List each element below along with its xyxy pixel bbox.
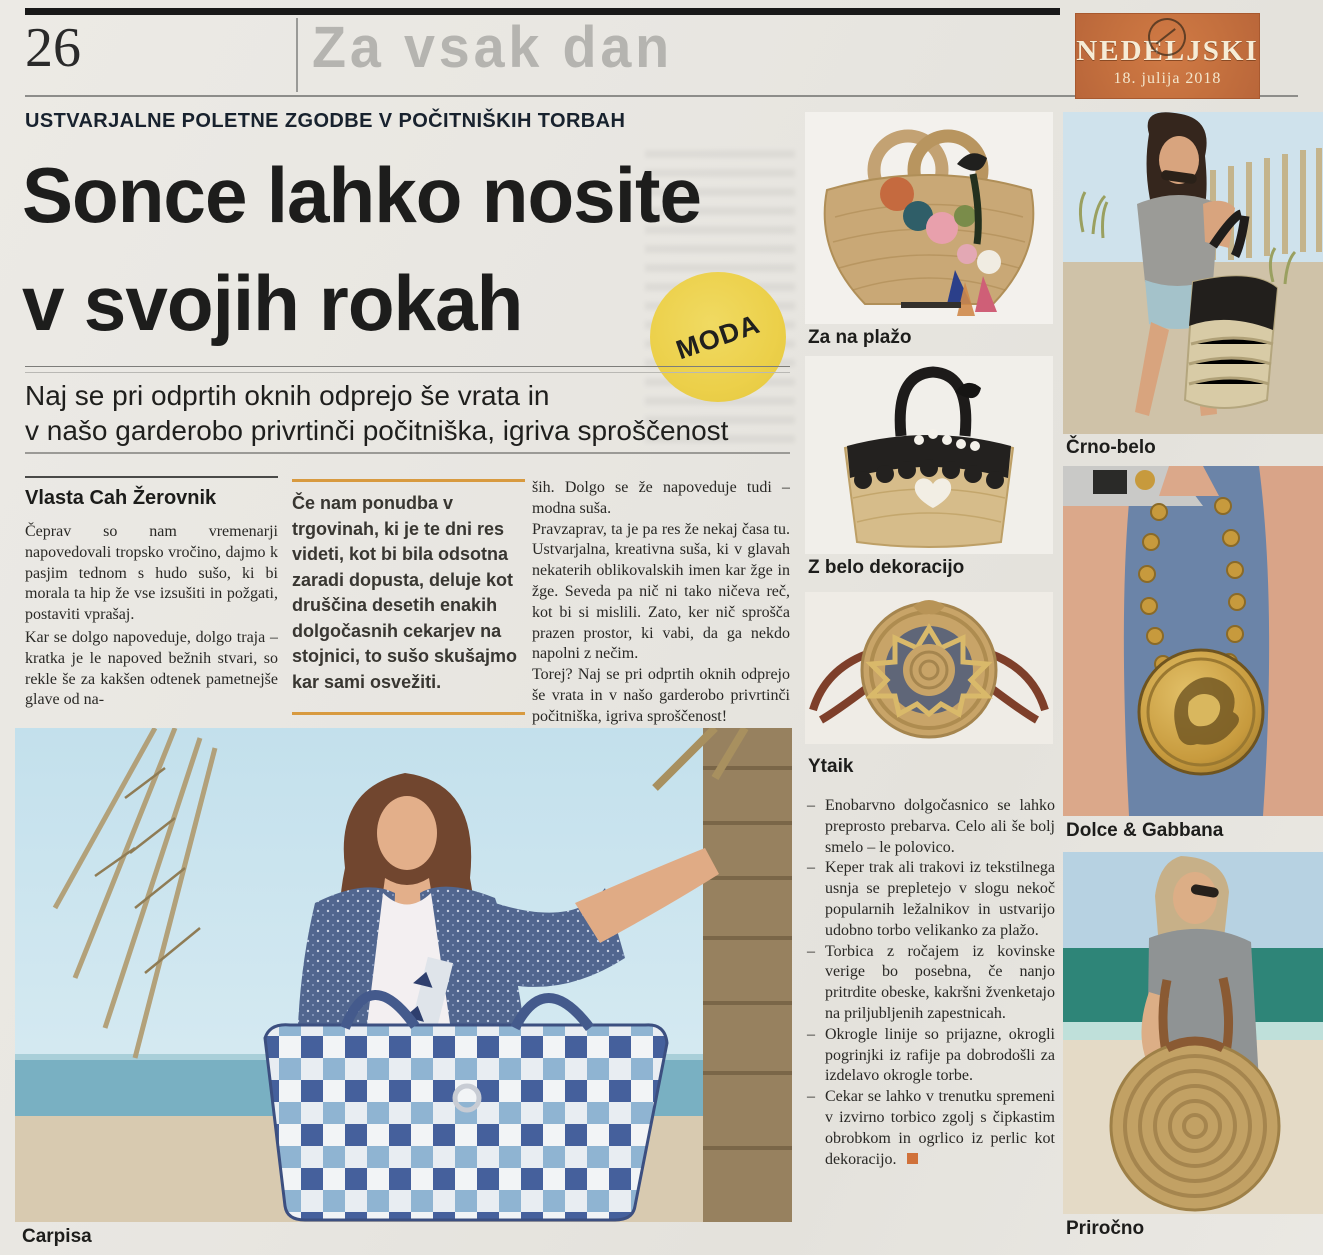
photo-main-carpisa	[15, 728, 792, 1222]
caption-black-white: Črno-belo	[1066, 437, 1156, 458]
bullet-marker: –	[807, 859, 815, 877]
caption-carpisa: Carpisa	[22, 1226, 92, 1247]
beach-model-illustration	[15, 728, 792, 1222]
masthead-divider	[296, 18, 298, 92]
bullet-marker: –	[807, 1025, 815, 1043]
gold-medallion-illustration	[1063, 466, 1323, 816]
caption-dolce-gabbana: Dolce & Gabbana	[1066, 820, 1224, 841]
nedeljski-logo	[1075, 13, 1260, 99]
bullet-marker: –	[807, 942, 815, 960]
bullet-item	[805, 1025, 1055, 1087]
caption-handy: Priročno	[1066, 1218, 1145, 1239]
bullet-item	[805, 858, 1055, 941]
photo-beach-bag	[805, 112, 1053, 324]
subhead	[25, 378, 790, 448]
headline-line-1: Sonce lahko nosite	[22, 151, 701, 239]
pompom-bag-illustration	[805, 112, 1053, 324]
paragraph: Torej? Naj se pri odprtih oknih odprejo še vrata in v našo garderobo privrtinči počitniška, igriva sproščenost!	[532, 666, 790, 725]
bullet-item	[805, 1087, 1055, 1170]
pull-quote-text: Če nam ponudba v trgovinah, ki je te dni res videti, kot bi bila odsotna zaradi dopusta, deluje kot druščina desetih enakih dolgočasnih cekarjev na stojnici, to sušo skušajmo kar sami osvežiti.	[292, 493, 518, 692]
bullet-text: Okrogle linije so prijazne, okrogli pogrinjki iz rafije pa dobrodošli za izdelavo okrogle torbe.	[825, 1025, 1055, 1085]
photo-dolce-gabbana	[1063, 466, 1323, 816]
article-end-marker-icon	[907, 1153, 918, 1164]
byline: Vlasta Cah Žerovnik	[25, 476, 278, 510]
photo-round-bag	[805, 592, 1053, 744]
bullet-text: Cekar se lahko v trenutku spremeni v izvirno torbico zgolj s čipkastim obrobkom in ogrlico iz perlic kot dekoracijo.	[825, 1088, 1055, 1168]
subhead-line-1: Naj se pri odprtih oknih odprejo še vrata in	[25, 380, 550, 411]
round-straw-bag-illustration	[1063, 852, 1323, 1214]
right-bullet-list	[805, 796, 1055, 1170]
photo-black-white	[1063, 112, 1323, 434]
logo-date: 18. julija 2018	[1113, 69, 1222, 87]
pull-quote	[292, 479, 525, 715]
caption-round-bag: Ytaik	[808, 756, 854, 777]
left-column	[25, 522, 278, 714]
caption-beach-bag: Za na plažo	[808, 327, 912, 348]
subhead-rule	[25, 452, 790, 454]
bullet-item	[805, 942, 1055, 1025]
headline-line-2: v svojih rokah	[22, 258, 523, 347]
paragraph: Čeprav so nam vremenarji napovedovali tropsko vročino, dajmo k pasjim tednom s hudo sušo, ki bi morala ta hip že vse izsušiti in požgati, postaviti vprašaj.	[25, 523, 278, 624]
page-number: 26	[25, 17, 81, 79]
bullet-text: Enobarvno dolgočasnico se lahko preprosto prebarva. Celo ali še bolj smelo – le polovico.	[825, 797, 1055, 856]
badge-label: MODA	[672, 308, 764, 365]
paragraph: Kar se dolgo napoveduje, dolgo traja – kratka je le napoved bežnih stvari, so rekle še za kakšen odtenek pametnejše glave od na-	[25, 628, 278, 709]
paragraph: ših. Dolgo se že napoveduje tudi – modna suša.	[532, 479, 790, 517]
subhead-line-2: v našo garderobo privrtinči počitniška, igriva sproščenost	[25, 415, 729, 446]
bullet-text: Torbica z ročajem iz kovinske verige bo posebna, če nanjo pritrdite obeske, kakršni žvenketajo na priljubljenih zapestnicah.	[825, 942, 1055, 1022]
bullet-marker: –	[807, 1088, 815, 1106]
section-title: Za vsak dan	[312, 15, 674, 80]
caption-white-decor: Z belo dekoracijo	[808, 557, 965, 578]
bullet-marker: –	[807, 797, 815, 814]
photo-white-decor-bag	[805, 356, 1053, 554]
pearl-bag-illustration	[805, 356, 1053, 554]
photo-handy	[1063, 852, 1323, 1214]
bullet-text: Keper trak ali trakovi iz tekstilnega usnja se prepletejo v slogu nekoč popularnih ležalnikov in ustvarijo udobno torbo velikanko za plažo.	[825, 859, 1055, 939]
headline-rule	[25, 366, 790, 373]
paragraph: Pravzaprav, ta je pa res že nekaj časa tu. Ustvarjalna, kreativna suša, ki v glavah nekaterih oblikovalskih imen kar žge in žge. Seveda pa nič ni tako ničeva reč, kot bi si mislili. Zato, ker nič sprošča prazen prostor, ki vabi, da ga nekdo napolni z nečim.	[532, 520, 790, 663]
right-column	[805, 796, 1055, 1255]
logo-title: NEDELJSKI	[1076, 34, 1259, 67]
kicker: USTVARJALNE POLETNE ZGODBE V POČITNIŠKIH TORBAH	[25, 110, 626, 132]
beach-tote-illustration	[1063, 112, 1323, 434]
bullet-item	[805, 796, 1055, 858]
rattan-bag-illustration	[805, 592, 1053, 744]
